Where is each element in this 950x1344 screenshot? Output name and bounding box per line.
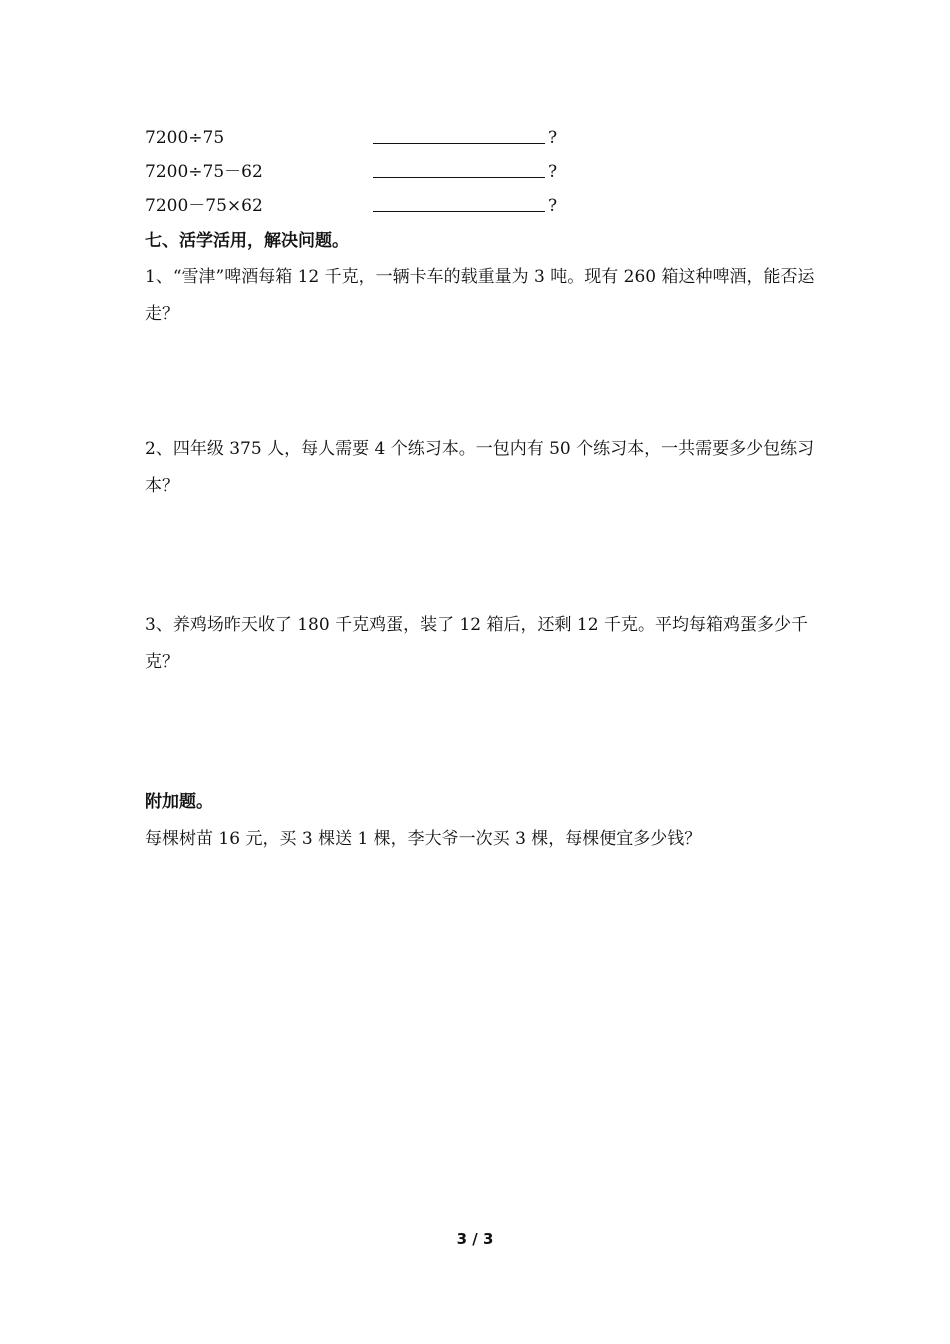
expression-text: 7200÷75 (145, 128, 225, 148)
bonus-question: 每棵树苗 16 元，买 3 棵送 1 棵，李大爷一次买 3 棵，每棵便宜多少钱？ (145, 829, 702, 849)
section-heading: 七、活学活用，解决问题。 (145, 231, 349, 251)
expression-text: 7200－75×62 (145, 196, 263, 216)
question-mark: ? (548, 162, 558, 182)
page-number: 3 / 3 (456, 1230, 494, 1248)
bonus-heading: 附加题。 (145, 792, 213, 812)
problem-1: 1、“雪津”啤酒每箱 12 千克，一辆卡车的载重量为 3 吨。现有 260 箱这种啤酒，能否运走？ (145, 267, 815, 324)
answer-blank[interactable] (373, 143, 545, 144)
problem-3: 3、养鸡场昨天收了 180 千克鸡蛋，装了 12 箱后，还剩 12 千克。平均每箱鸡蛋多少千克？ (145, 615, 808, 672)
answer-blank[interactable] (373, 211, 545, 212)
answer-blank[interactable] (373, 177, 545, 178)
problem-2: 2、四年级 375 人，每人需要 4 个练习本。一包内有 50 个练习本，一共需要多少包练习本？ (145, 439, 815, 496)
expression-text: 7200÷75－62 (145, 162, 263, 182)
question-mark: ? (548, 128, 558, 148)
question-mark: ? (548, 196, 558, 216)
